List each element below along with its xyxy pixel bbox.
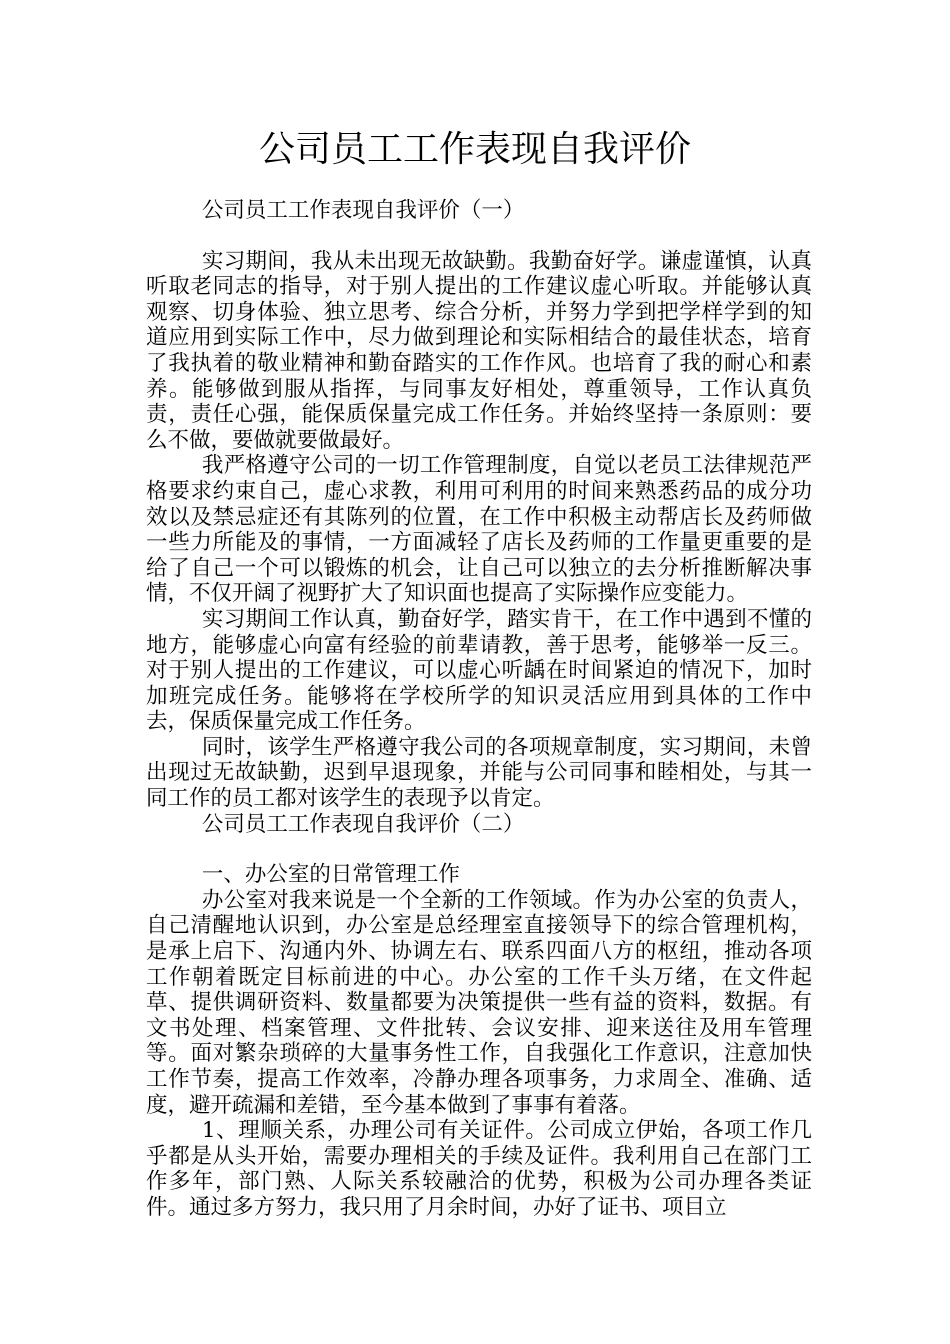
paragraph: 实习期间，我从未出现无故缺勤。我勤奋好学。谦虚谨慎，认真听取老同志的指导，对于别人提出的工作建议虚心听取。并能够认真观察、切身体验、独立思考、综合分析，并努力学到把学样学到的知道应用到实际工作中，尽力做到理论和实际相结合的最佳状态，培育了我执着的敬业精神和勤奋踏实的工作作风。也培育了我的耐心和素养。能够做到服从指挥，与同事友好相处，尊重领导，工作认真负责，责任心强，能保质保量完成工作任务。并始终坚持一条原则：要么不做，要做就要做最好。 bbox=[146, 248, 812, 453]
paragraph: 1、理顺关系，办理公司有关证件。公司成立伊始，各项工作几乎都是从头开始，需要办理相关的手续及证件。我利用自己在部门工作多年，部门熟、人际关系较融洽的优势，积极为公司办理各类证件。通过多方努力，我只用了月余时间，办好了证书、项目立 bbox=[146, 1118, 812, 1220]
section-heading-2: 公司员工工作表现自我评价（二） bbox=[201, 811, 525, 837]
paragraph: 办公室对我来说是一个全新的工作领域。作为办公室的负责人，自己清醒地认识到，办公室是总经理室直接领导下的综合管理机构，是承上启下、沟通内外、协调左右、联系四面八方的枢纽，推动各项工作朝着既定目标前进的中心。办公室的工作千头万绪，在文件起草、提供调研资料、数量都要为决策提供一些有益的资料，数据。有文书处理、档案管理、文件批转、会议安排、迎来送往及用车管理等。面对繁杂琐碎的大量事务性工作，自我强化工作意识，注意加快工作节奏，提高工作效率，冷静办理各项事务，力求周全、准确、适度，避开疏漏和差错，至今基本做到了事事有着落。 bbox=[146, 887, 812, 1118]
document-body bbox=[146, 198, 812, 1221]
paragraph: 同时，该学生严格遵守我公司的各项规章制度，实习期间，未曾出现过无故缺勤，迟到早退现象，并能与公司同事和睦相处，与其一同工作的员工都对该学生的表现予以肯定。 bbox=[146, 734, 812, 812]
section-heading-1: 公司员工工作表现自我评价（一） bbox=[201, 198, 525, 223]
paragraph: 实习期间工作认真，勤奋好学，踏实肯干，在工作中遇到不懂的地方，能够虚心向富有经验的前辈请教，善于思考，能够举一反三。对于别人提出的工作建议，可以虚心听龋在时间紧迫的情况下，加时加班完成任务。能够将在学校所学的知识灵活应用到具体的工作中去，保质保量完成工作任务。 bbox=[146, 606, 812, 735]
section-subheading: 一、办公室的日常管理工作 bbox=[201, 862, 460, 888]
document-title: 公司员工工作表现自我评价 bbox=[258, 129, 691, 170]
paragraph: 我严格遵守公司的一切工作管理制度，自觉以老员工法律规范严格要求约束自己，虚心求教，利用可利用的时间来熟悉药品的成分功效以及禁忌症还有其陈列的位置，在工作中积极主动帮店长及药师做一些力所能及的事情，一方面减轻了店长及药师的工作量更重要的是给了自己一个可以锻炼的机会，让自己可以独立的去分析推断解决事情，不仅开阔了视野扩大了知识面也提高了实际操作应变能力。 bbox=[146, 453, 812, 607]
